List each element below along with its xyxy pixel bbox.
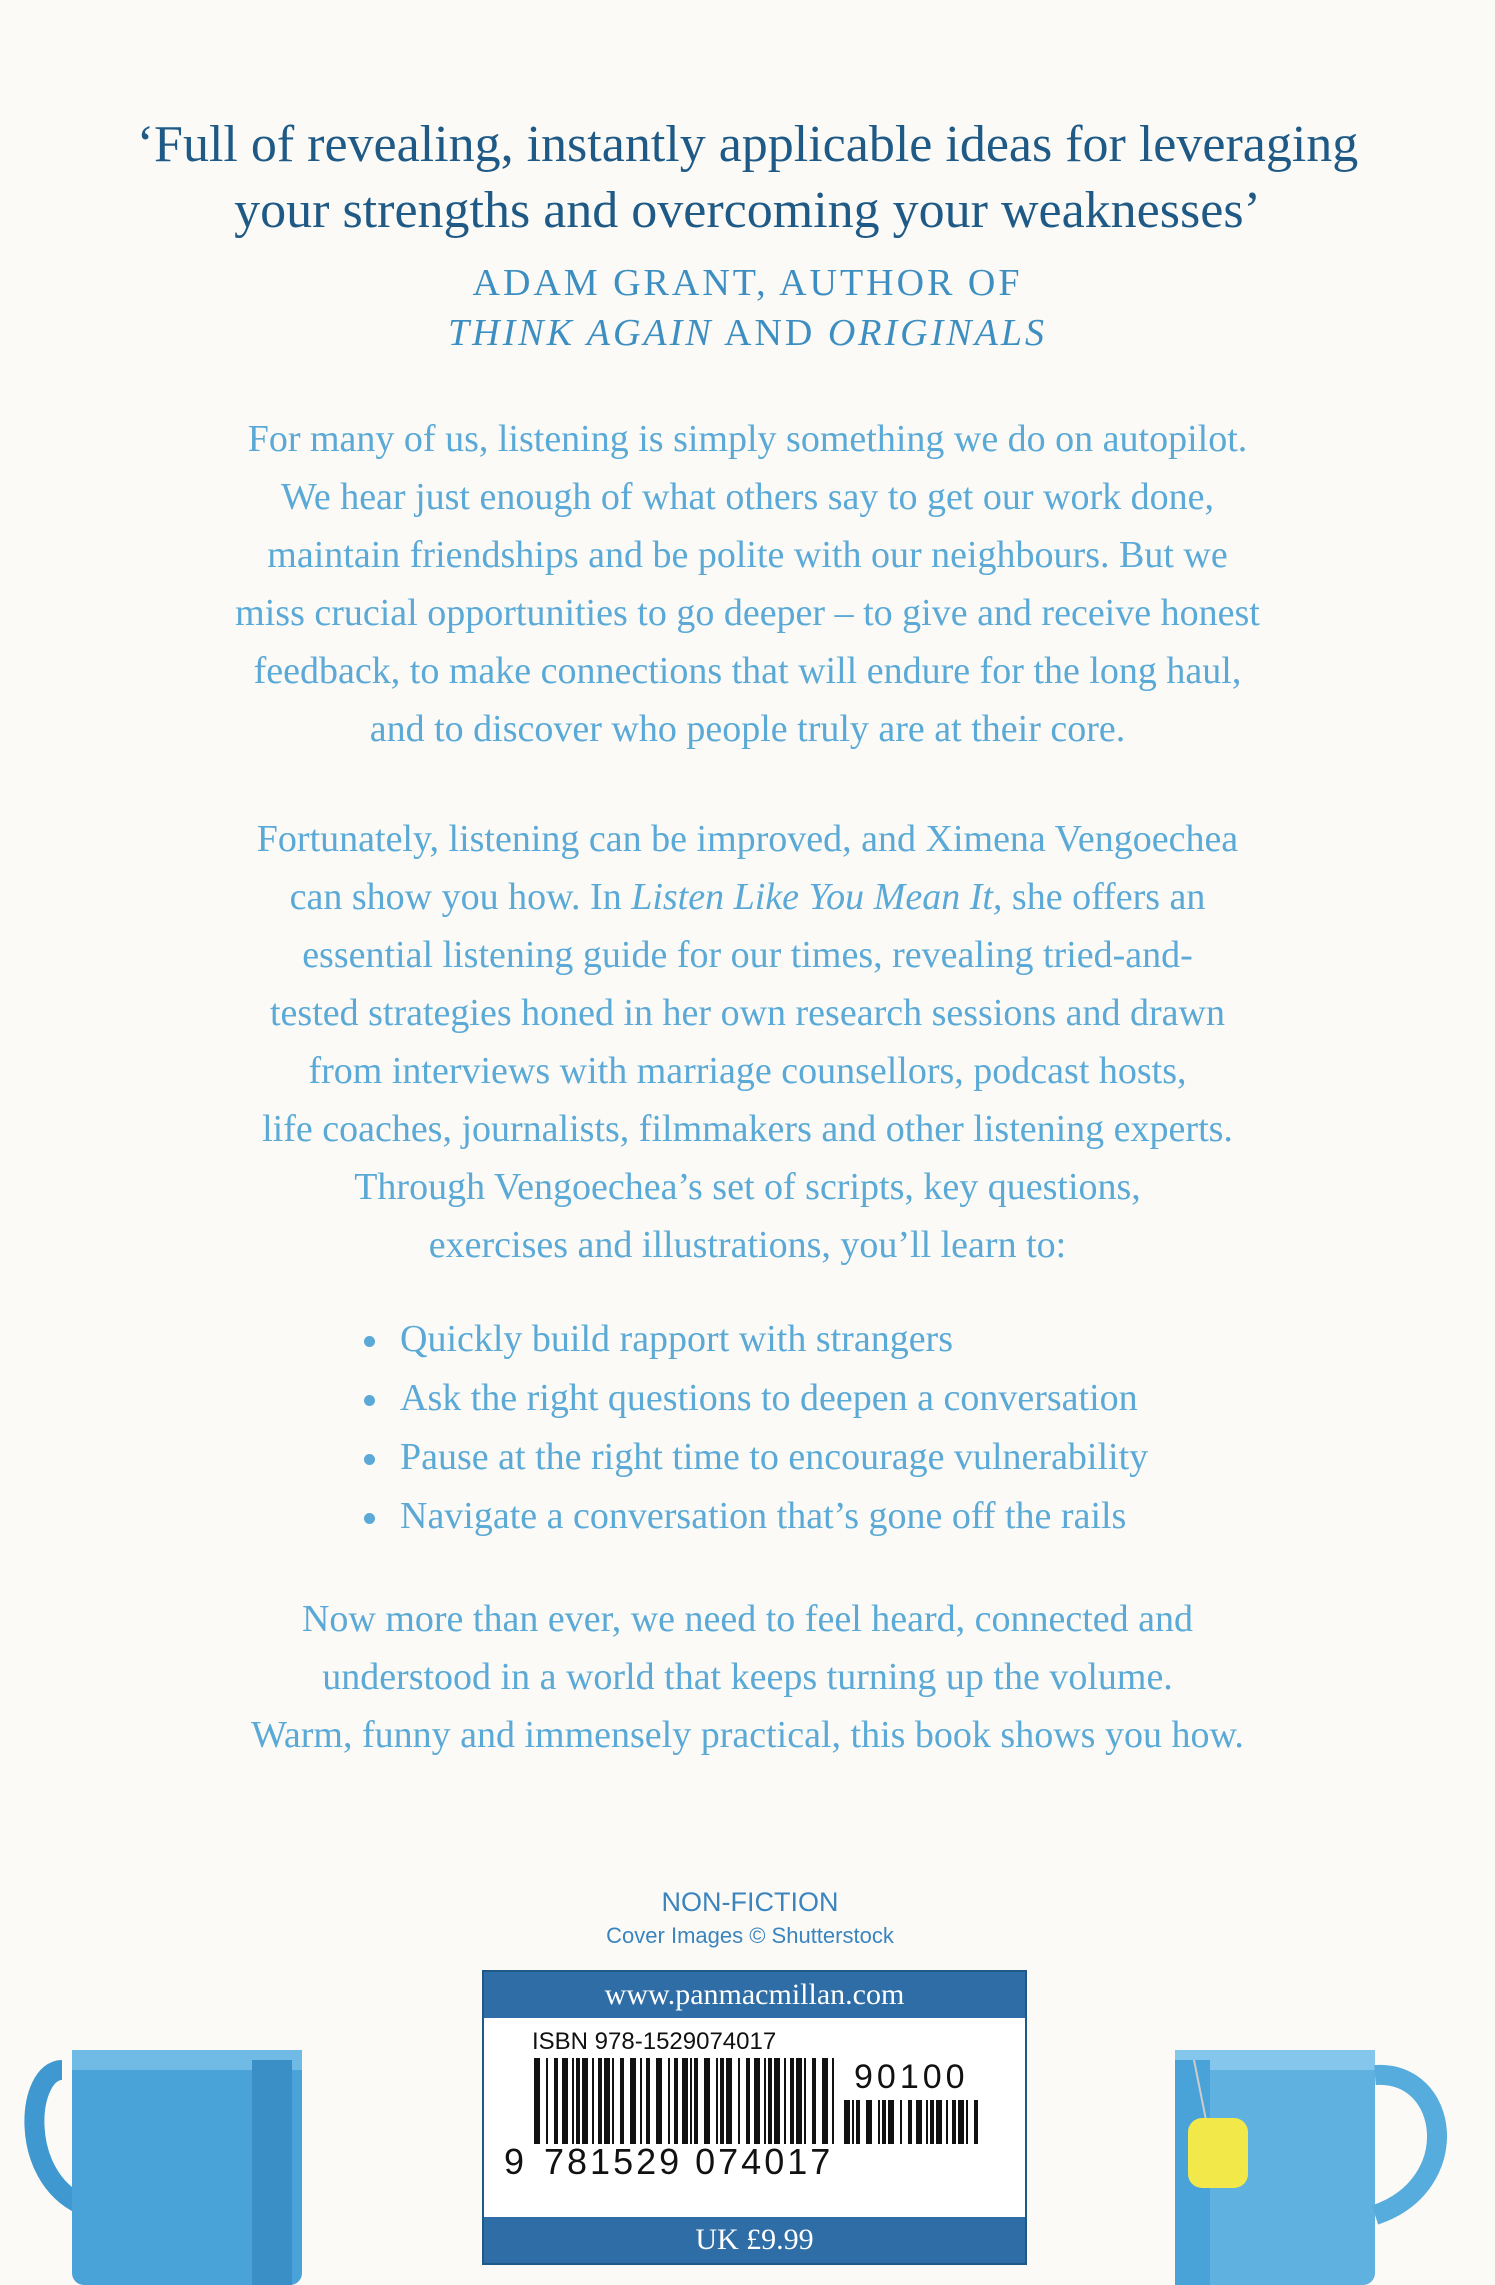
- barcode-bar: [804, 2058, 806, 2144]
- cover-credit: Cover Images © Shutterstock: [606, 1923, 894, 1948]
- price-label: UK £9.99: [484, 2217, 1025, 2263]
- text-line: exercises and illustrations, you’ll learn to:: [428, 1224, 1067, 1266]
- barcode-bar: [746, 2058, 750, 2144]
- barcode-bar: [694, 2058, 698, 2144]
- attribution-line: ADAM GRANT, AUTHOR OF: [472, 262, 1023, 304]
- barcode-bar: [612, 2058, 614, 2144]
- quote-line: ‘Full of revealing, instantly applicable ideas for leveraging: [136, 116, 1359, 173]
- barcode-bar: [856, 2100, 860, 2144]
- barcode-bar: [630, 2058, 636, 2144]
- quote-line: your strengths and overcoming your weaknesses’: [234, 182, 1261, 239]
- barcode-bar: [926, 2100, 928, 2144]
- barcode-bar: [822, 2058, 828, 2144]
- barcode-bar: [812, 2058, 816, 2144]
- text-line: tested strategies honed in her own research sessions and drawn: [270, 992, 1225, 1034]
- text-line: and to discover who people truly are at their core.: [369, 708, 1126, 750]
- barcode-bar: [878, 2100, 880, 2144]
- barcode-bar: [916, 2100, 922, 2144]
- barcode-bar: [946, 2100, 948, 2144]
- barcode-digits: 781529 074017: [544, 2141, 834, 2182]
- book-title-originals: ORIGINALS: [827, 312, 1047, 354]
- barcode-bar: [646, 2058, 650, 2144]
- text-line: essential listening guide for our times, revealing tried-and-: [302, 934, 1193, 976]
- text-line: For many of us, listening is simply something we do on autopilot.: [247, 418, 1248, 460]
- attribution-line: [150, 308, 1345, 358]
- barcode-bar: [668, 2058, 670, 2144]
- text-line: understood in a world that keeps turning up the volume.: [322, 1656, 1173, 1698]
- blurb-paragraph-3: [150, 1590, 1345, 1764]
- barcode-bar: [784, 2058, 786, 2144]
- text-line: [120, 868, 1375, 926]
- ean-barcode-icon: [534, 2058, 834, 2144]
- barcode-bar: [690, 2058, 692, 2144]
- barcode-bar: [966, 2100, 968, 2144]
- text-span: she offers an: [1002, 876, 1206, 918]
- barcode-bar: [832, 2058, 834, 2144]
- blurb-paragraph-1: [120, 410, 1375, 758]
- barcode-bar: [866, 2100, 872, 2144]
- text-line: Through Vengoechea’s set of scripts, key questions,: [354, 1166, 1141, 1208]
- barcode-bar: [790, 2058, 794, 2144]
- barcode-bar: [554, 2058, 558, 2144]
- blue-mug-with-tea-tag-icon: [1160, 2000, 1480, 2285]
- quote-attribution: [150, 258, 1345, 358]
- barcode-bar: [852, 2100, 854, 2144]
- barcode-bar: [572, 2058, 574, 2144]
- barcode-bar: [936, 2100, 942, 2144]
- barcode-bar: [754, 2058, 760, 2144]
- barcode-bar: [604, 2058, 610, 2144]
- barcode-bar: [974, 2100, 978, 2144]
- text-line: from interviews with marriage counsellors, podcast hosts,: [308, 1050, 1187, 1092]
- list-item: Pause at the right time to encourage vulnerability: [360, 1428, 1360, 1487]
- barcode-bar: [562, 2058, 568, 2144]
- barcode-bar: [888, 2100, 894, 2144]
- barcode-bar: [726, 2058, 732, 2144]
- barcode-bar: [720, 2058, 724, 2144]
- blurb-paragraph-2: [120, 810, 1375, 1274]
- barcode-bar: [534, 2058, 540, 2144]
- book-title: Listen Like You Mean It,: [631, 876, 1003, 918]
- barcode-bar: [738, 2058, 740, 2144]
- barcode-bar: [774, 2058, 780, 2144]
- barcode-bar: [674, 2058, 678, 2144]
- barcode-bar: [768, 2058, 772, 2144]
- barcode-bar: [764, 2058, 766, 2144]
- barcode-bar: [682, 2058, 688, 2144]
- list-item: Quickly build rapport with strangers: [360, 1310, 1360, 1369]
- text-line: maintain friendships and be polite with our neighbours. But we: [267, 534, 1228, 576]
- barcode-bar: [844, 2100, 850, 2144]
- barcode-bar: [796, 2058, 802, 2144]
- barcode-bar: [716, 2058, 718, 2144]
- barcode-bar: [952, 2100, 956, 2144]
- barcode-bar: [656, 2058, 662, 2144]
- barcode-bar: [592, 2058, 594, 2144]
- isbn-label: ISBN 978-1529074017: [532, 2028, 777, 2055]
- barcode-bar: [882, 2100, 886, 2144]
- barcode-bar: [546, 2058, 548, 2144]
- genre-label: NON-FICTION: [661, 1887, 839, 1917]
- barcode-bar: [900, 2100, 902, 2144]
- text-line: miss crucial opportunities to go deeper – to give and receive honest: [235, 592, 1260, 634]
- attribution-and: AND: [713, 312, 828, 354]
- publisher-website: www.panmacmillan.com: [484, 1972, 1025, 2018]
- text-line: We hear just enough of what others say to get our work done,: [281, 476, 1214, 518]
- text-line: life coaches, journalists, filmmakers and other listening experts.: [262, 1108, 1233, 1150]
- endorsement-quote: [120, 112, 1375, 244]
- barcode-bar: [576, 2058, 580, 2144]
- barcode-bar: [958, 2100, 964, 2144]
- barcode-first-digit: 9: [504, 2141, 525, 2182]
- barcode-bar: [908, 2100, 912, 2144]
- barcode-bar: [598, 2058, 602, 2144]
- barcode-bar: [704, 2058, 710, 2144]
- book-title-think-again: THINK AGAIN: [448, 312, 714, 354]
- text-span: can show you how. In: [289, 876, 632, 918]
- text-line: Warm, funny and immensely practical, this book shows you how.: [251, 1714, 1244, 1756]
- list-item: Ask the right questions to deepen a conversation: [360, 1369, 1360, 1428]
- barcode-addon-digits: 90100: [854, 2058, 969, 2096]
- learning-points-list: [360, 1310, 1360, 1546]
- barcode-bar: [582, 2058, 588, 2144]
- barcode-panel: [482, 1970, 1027, 2265]
- addon-barcode-icon: [844, 2100, 984, 2144]
- blue-mug-icon: [22, 2000, 332, 2285]
- barcode-bar: [640, 2058, 642, 2144]
- list-item: Navigate a conversation that’s gone off the rails: [360, 1487, 1360, 1546]
- barcode-bar: [930, 2100, 934, 2144]
- text-line: Fortunately, listening can be improved, and Ximena Vengoechea: [256, 818, 1239, 860]
- text-line: feedback, to make connections that will endure for the long haul,: [253, 650, 1242, 692]
- barcode-bar: [620, 2058, 624, 2144]
- text-line: Now more than ever, we need to feel heard, connected and: [301, 1598, 1194, 1640]
